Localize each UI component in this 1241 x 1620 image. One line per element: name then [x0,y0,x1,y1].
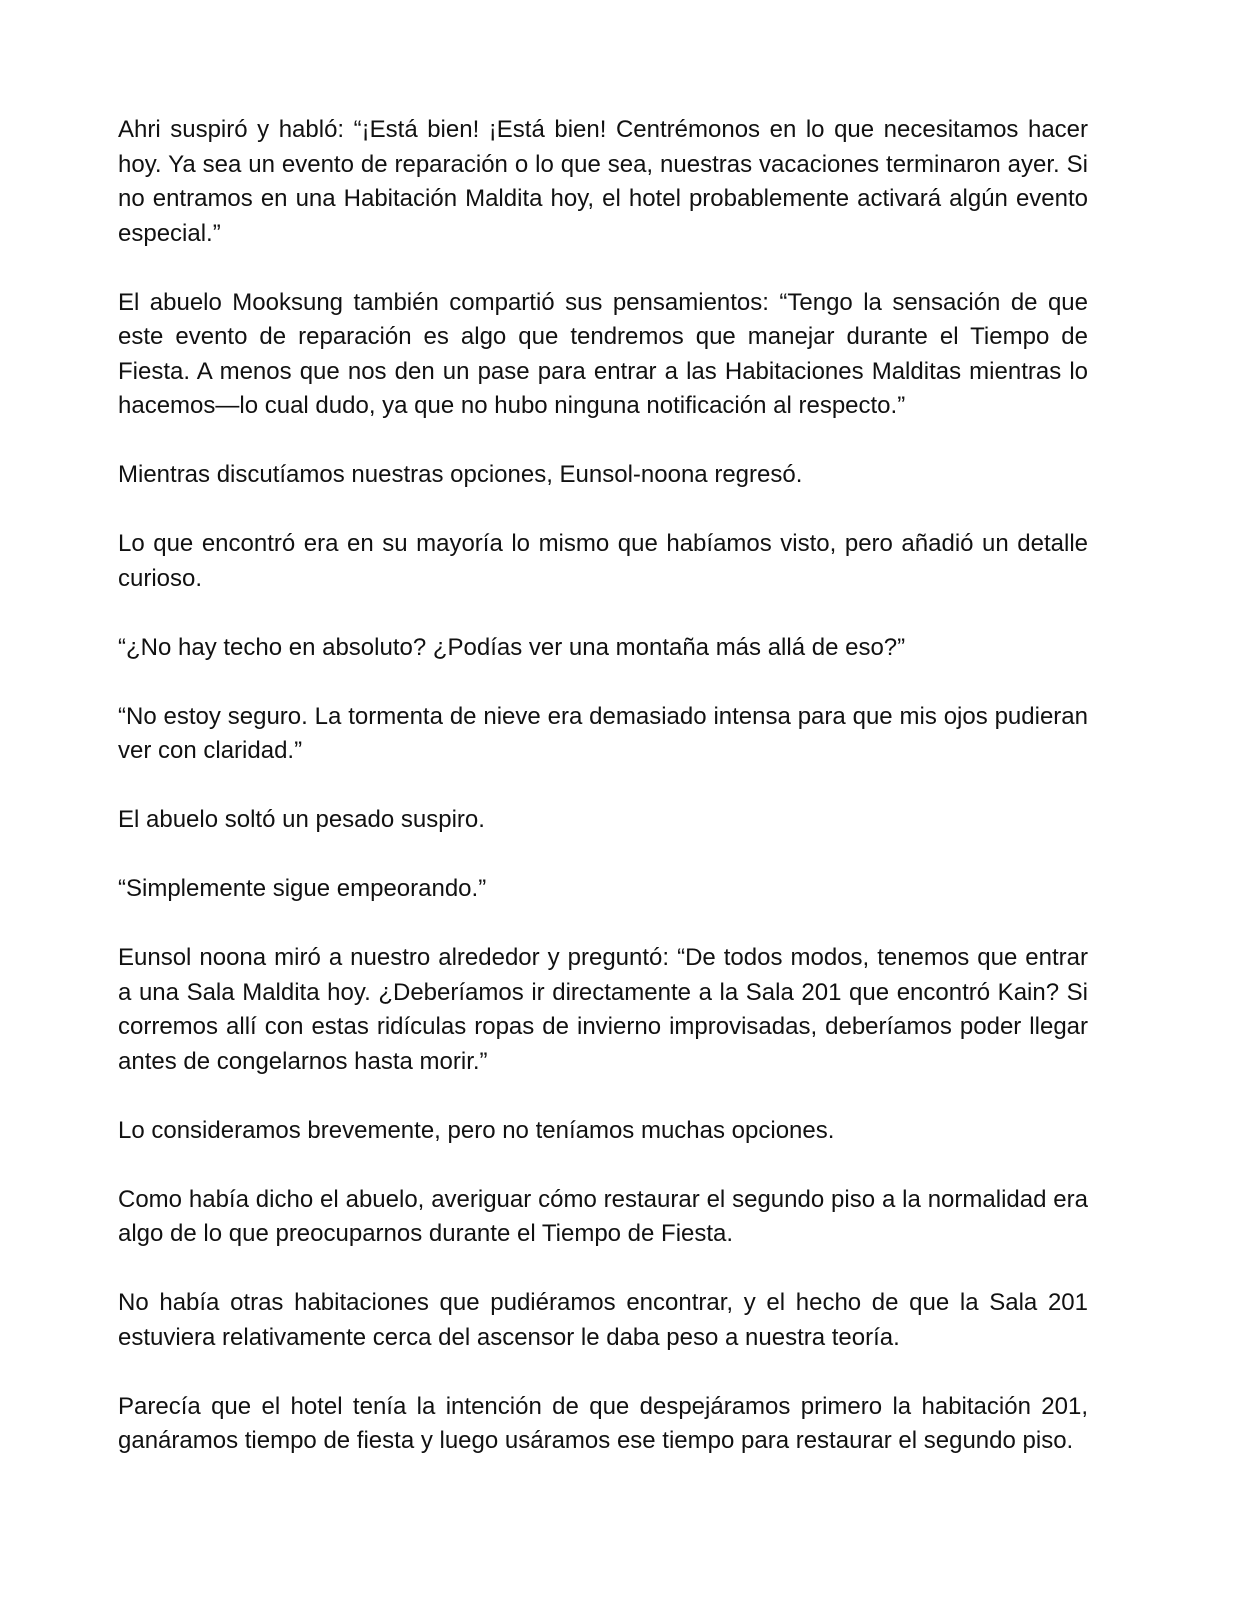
paragraph: El abuelo soltó un pesado suspiro. [118,806,485,833]
paragraph: Mientras discutíamos nuestras opciones, Eunsol-noona regresó. [118,461,803,488]
paragraph: Lo que encontró era en su mayoría lo mismo que habíamos visto, pero añadió un detalle curioso. [118,530,1088,592]
paragraph: El abuelo Mooksung también compartió sus pensamientos: “Tengo la sensación de que este evento de reparación es algo que tendremos que manejar durante el Tiempo de Fiesta. A menos que nos den un pase para entrar a las Habitaciones Malditas mientras lo hacemos—lo cual dudo, ya que no hubo ninguna notificación al respecto.” [118,288,1088,419]
paragraph: Como había dicho el abuelo, averiguar cómo restaurar el segundo piso a la normalidad era algo de lo que preocuparnos durante el Tiempo de Fiesta. [118,1185,1088,1247]
paragraph: Ahri suspiró y habló: “¡Está bien! ¡Está bien! Centrémonos en lo que necesitamos hacer hoy. Ya sea un evento de reparación o lo que sea, nuestras vacaciones terminaron ayer. Si no entramos en una Habitación Maldita hoy, el hotel probablemente activará algún evento especial.” [118,116,1088,247]
paragraph: Lo consideramos brevemente, pero no teníamos muchas opciones. [118,1116,835,1144]
paragraph: Parecía que el hotel tenía la intención de que despejáramos primero la habitación 201, ganáramos tiempo de fiesta y luego usáramos ese tiempo para restaurar el segundo piso. [118,1392,1088,1454]
document-page [118,113,1088,1459]
paragraph: Eunsol noona miró a nuestro alrededor y preguntó: “De todos modos, tenemos que entrar a una Sala Maldita hoy. ¿Deberíamos ir directamente a la Sala 201 que encontró Kain? Si corremos allí con estas ridículas ropas de invierno improvisadas, deberíamos poder llegar antes de congelarnos hasta morir.” [118,944,1088,1075]
paragraph: “No estoy seguro. La tormenta de nieve era demasiado intensa para que mis ojos pudieran ver con claridad.” [118,702,1088,764]
paragraph: “¿No hay techo en absoluto? ¿Podías ver una montaña más allá de eso?” [118,633,906,661]
paragraph: “Simplemente sigue empeorando.” [118,875,487,902]
paragraph: No había otras habitaciones que pudiéramos encontrar, y el hecho de que la Sala 201 estuviera relativamente cerca del ascensor le daba peso a nuestra teoría. [118,1289,1088,1351]
